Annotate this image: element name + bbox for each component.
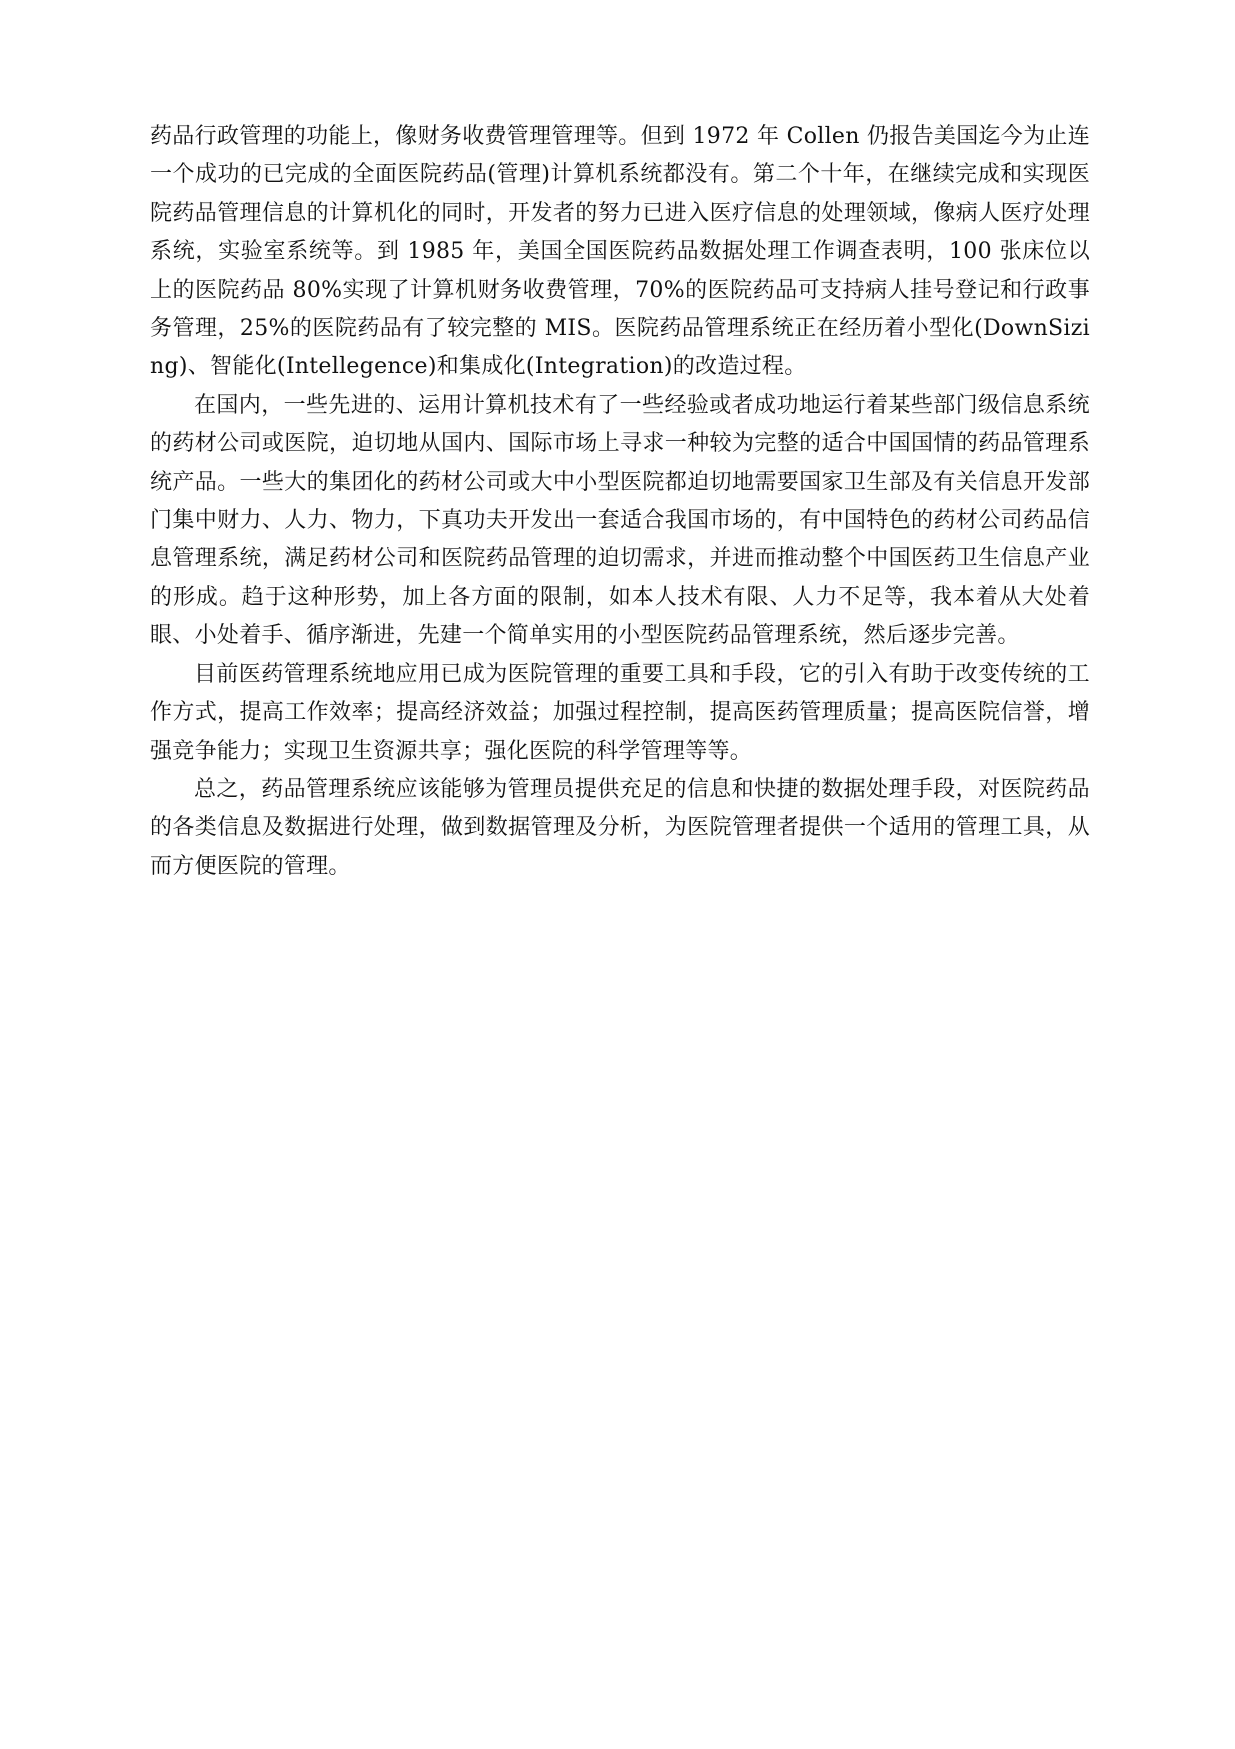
paragraph-2: 在国内，一些先进的、运用计算机技术有了一些经验或者成功地运行着某些部门级信息系统的药材公司或医院，迫切地从国内、国际市场上寻求一种较为完整的适合中国国情的药品管理系统产品。一些大的集团化的药材公司或大中小型医院都迫切地需要国家卫生部及有关信息开发部门集中财力、人力、物力，下真功夫开发出一套适合我国市场的，有中国特色的药材公司药品信息管理系统，满足药材公司和医院药品管理的迫切需求，并进而推动整个中国医药卫生信息产业的形成。趋于这种形势，加上各方面的限制，如本人技术有限、人力不足等，我本着从大处着眼、小处着手、循序渐进，先建一个简单实用的小型医院药品管理系统，然后逐步完善。 — [150, 392, 1090, 649]
document-body — [150, 118, 1090, 886]
paragraph-1: 药品行政管理的功能上，像财务收费管理管理等。但到 1972 年 Collen 仍报告美国迄今为止连一个成功的已完成的全面医院药品(管理)计算机系统都没有。第二个十年，在继续完成和实现医院药品管理信息的计算机化的同时，开发者的努力已进入医疗信息的处理领域，像病人医疗处理系统，实验室系统等。到 1985 年，美国全国医院药品数据处理工作调查表明，100 张床位以上的医院药品 80%实现了计算机财务收费管理，70%的医院药品可支持病人挂号登记和行政事务管理，25%的医院药品有了较完整的 MIS。医院药品管理系统正在经历着小型化(DownSizing)、智能化(Intellegence)和集成化(Integration)的改造过程。 — [150, 124, 1091, 380]
paragraph-3: 目前医药管理系统地应用已成为医院管理的重要工具和手段，它的引入有助于改变传统的工作方式，提高工作效率；提高经济效益；加强过程控制，提高医药管理质量；提高医院信誉，增强竞争能力；实现卫生资源共享；强化医院的科学管理等等。 — [150, 661, 1090, 764]
paragraph-4: 总之，药品管理系统应该能够为管理员提供充足的信息和快捷的数据处理手段，对医院药品的各类信息及数据进行处理，做到数据管理及分析，为医院管理者提供一个适用的管理工具，从而方便医院的管理。 — [150, 776, 1090, 879]
